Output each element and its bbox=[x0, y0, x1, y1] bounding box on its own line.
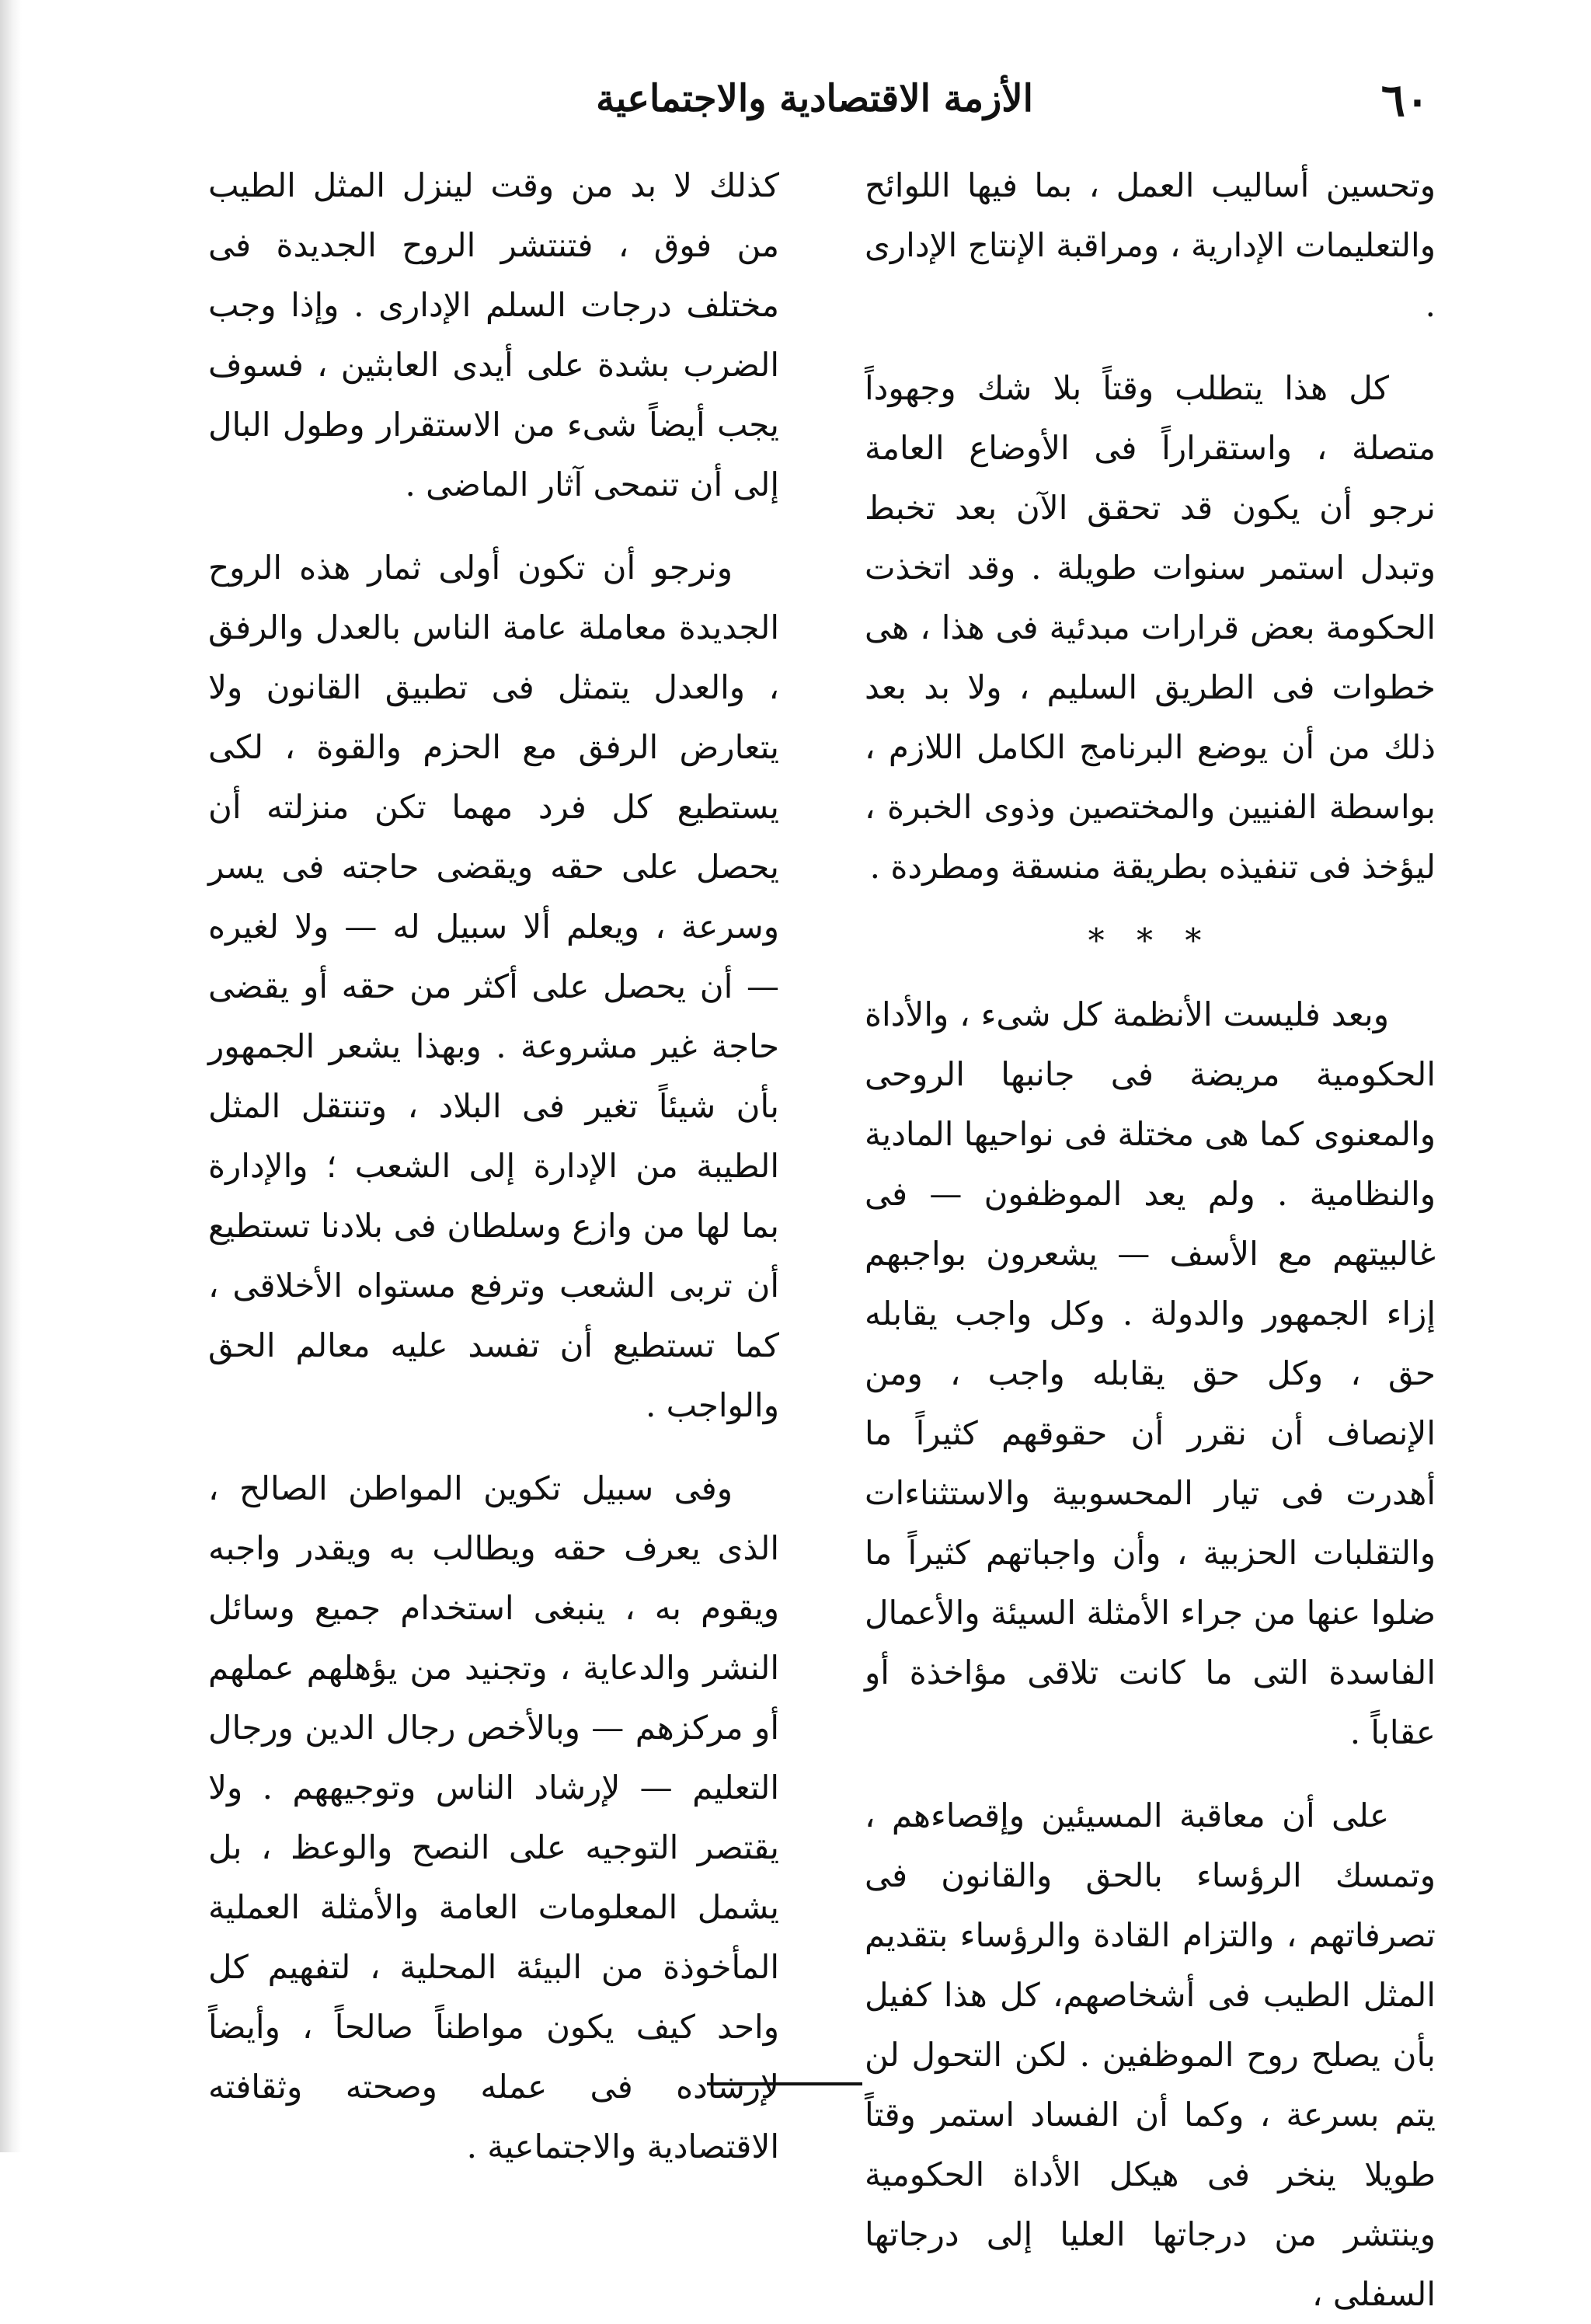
paragraph: كذلك لا بد من وقت لينزل المثل الطيب من فوق ، فتنتشر الروح الجديدة فى مختلف درجات السلم الإدارى . وإذا وجب الضرب بشدة على أيدى العابثين ، فسوف يجب أيضاً شىء من الاستقرار وطول البال إلى أن تنمحى آثار الماضى . bbox=[208, 166, 779, 503]
page-header bbox=[171, 74, 1429, 136]
paragraph: ونرجو أن تكون أولى ثمار هذه الروح الجديدة معاملة عامة الناس بالعدل والرفق ، والعدل يتمثل فى تطبيق القانون ولا يتعارض الرفق مع الحزم والقوة ، لكى يستطيع كل فرد مهما تكن منزلته أن يحصل على حقه ويقضى حاجته فى يسر وسرعة ، ويعلم ألا سبيل له — ولا لغيره — أن يحصل على أكثر من حقه أو يقضى حاجة غير مشروعة . وبهذا يشعر الجمهور بأن شيئاً تغير فى البلاد ، وتنتقل المثل الطيبة من الإدارة إلى الشعب ؛ والإدارة بما لها من وازع وسلطان فى بلادنا تستطيع أن تربى الشعب وترفع مستواه الأخلاقى ، كما تستطيع أن تفسد عليه معالم الحق والواجب . bbox=[208, 549, 779, 1424]
paragraph: على أن معاقبة المسيئين وإقصاءهم ، وتمسك الرؤساء بالحق والقانون فى تصرفاتهم ، والتزام القادة والرؤساء بتقديم المثل الطيب فى أشخاصهم، كل هذا كفيل بأن يصلح روح الموظفين . لكن التحول لن يتم بسرعة ، وكما أن الفساد استمر وقتاً طويلا ينخر فى هيكل الأداة الحكومية وينتشر من درجاتها العليا إلى درجاتها السفلى ، bbox=[865, 1796, 1436, 2313]
paragraph: وتحسين أساليب العمل ، بما فيها اللوائح والتعليمات الإدارية ، ومراقبة الإنتاج الإدارى . bbox=[865, 166, 1436, 324]
footer-rule bbox=[707, 2082, 862, 2085]
page-number: ٦٠ bbox=[1380, 74, 1429, 127]
left-column bbox=[208, 155, 779, 2176]
section-separator: * * * bbox=[1088, 922, 1213, 960]
paragraph: وفى سبيل تكوين المواطن الصالح ، الذى يعرف حقه ويطالب به ويقدر واجبه ويقوم به ، ينبغى استخدام جميع وسائل النشر والدعاية ، وتجنيد من يؤهلهم عملهم أو مركزهم — وبالأخص رجال الدين ورجال التعليم — لإرشاد الناس وتوجيههم . ولا يقتصر التوجيه على النصح والوعظ ، بل يشمل المعلومات العامة والأمثلة العملية المأخوذة من البيئة المحلية ، لتفهيم كل واحد كيف يكون مواطناً صالحاً ، وأيضاً لإرشاده فى عمله وصحته وثقافته الاقتصادية والاجتماعية . bbox=[208, 1469, 779, 2165]
running-title: الأزمة الاقتصادية والاجتماعية bbox=[596, 77, 1033, 120]
scan-edge-shadow bbox=[0, 0, 22, 2152]
right-column bbox=[865, 155, 1436, 2324]
paragraph: كل هذا يتطلب وقتاً بلا شك وجهوداً متصلة ، واستقراراً فى الأوضاع العامة نرجو أن يكون قد تحقق الآن بعد تخبط وتبدل استمر سنوات طويلة . وقد اتخذت الحكومة بعض قرارات مبدئية فى هذا ، هى خطوات فى الطريق السليم ، ولا بد بعد ذلك من أن يوضع البرنامج الكامل اللازم ، بواسطة الفنيين والمختصين وذوى الخبرة ، ليؤخذ فى تنفيذه بطريقة منسقة ومطردة . bbox=[865, 369, 1436, 886]
paragraph: وبعد فليست الأنظمة كل شىء ، والأداة الحكومية مريضة فى جانبها الروحى والمعنوى كما هى مختلة فى نواحيها المادية والنظامية . ولم يعد الموظفون — فى غالبيتهم مع الأسف — يشعرون بواجبهم إزاء الجمهور والدولة . وكل واجب يقابله حق ، وكل حق يقابله واجب ، ومن الإنصاف أن نقرر أن حقوقهم كثيراً ما أهدرت فى تيار المحسوبية والاستثناءات والتقلبات الحزبية ، وأن واجباتهم كثيراً ما ضلوا عنها من جراء الأمثلة السيئة والأعمال الفاسدة التى ما كانت تلاقى مؤاخذة أو عقاباً . bbox=[865, 995, 1436, 1751]
